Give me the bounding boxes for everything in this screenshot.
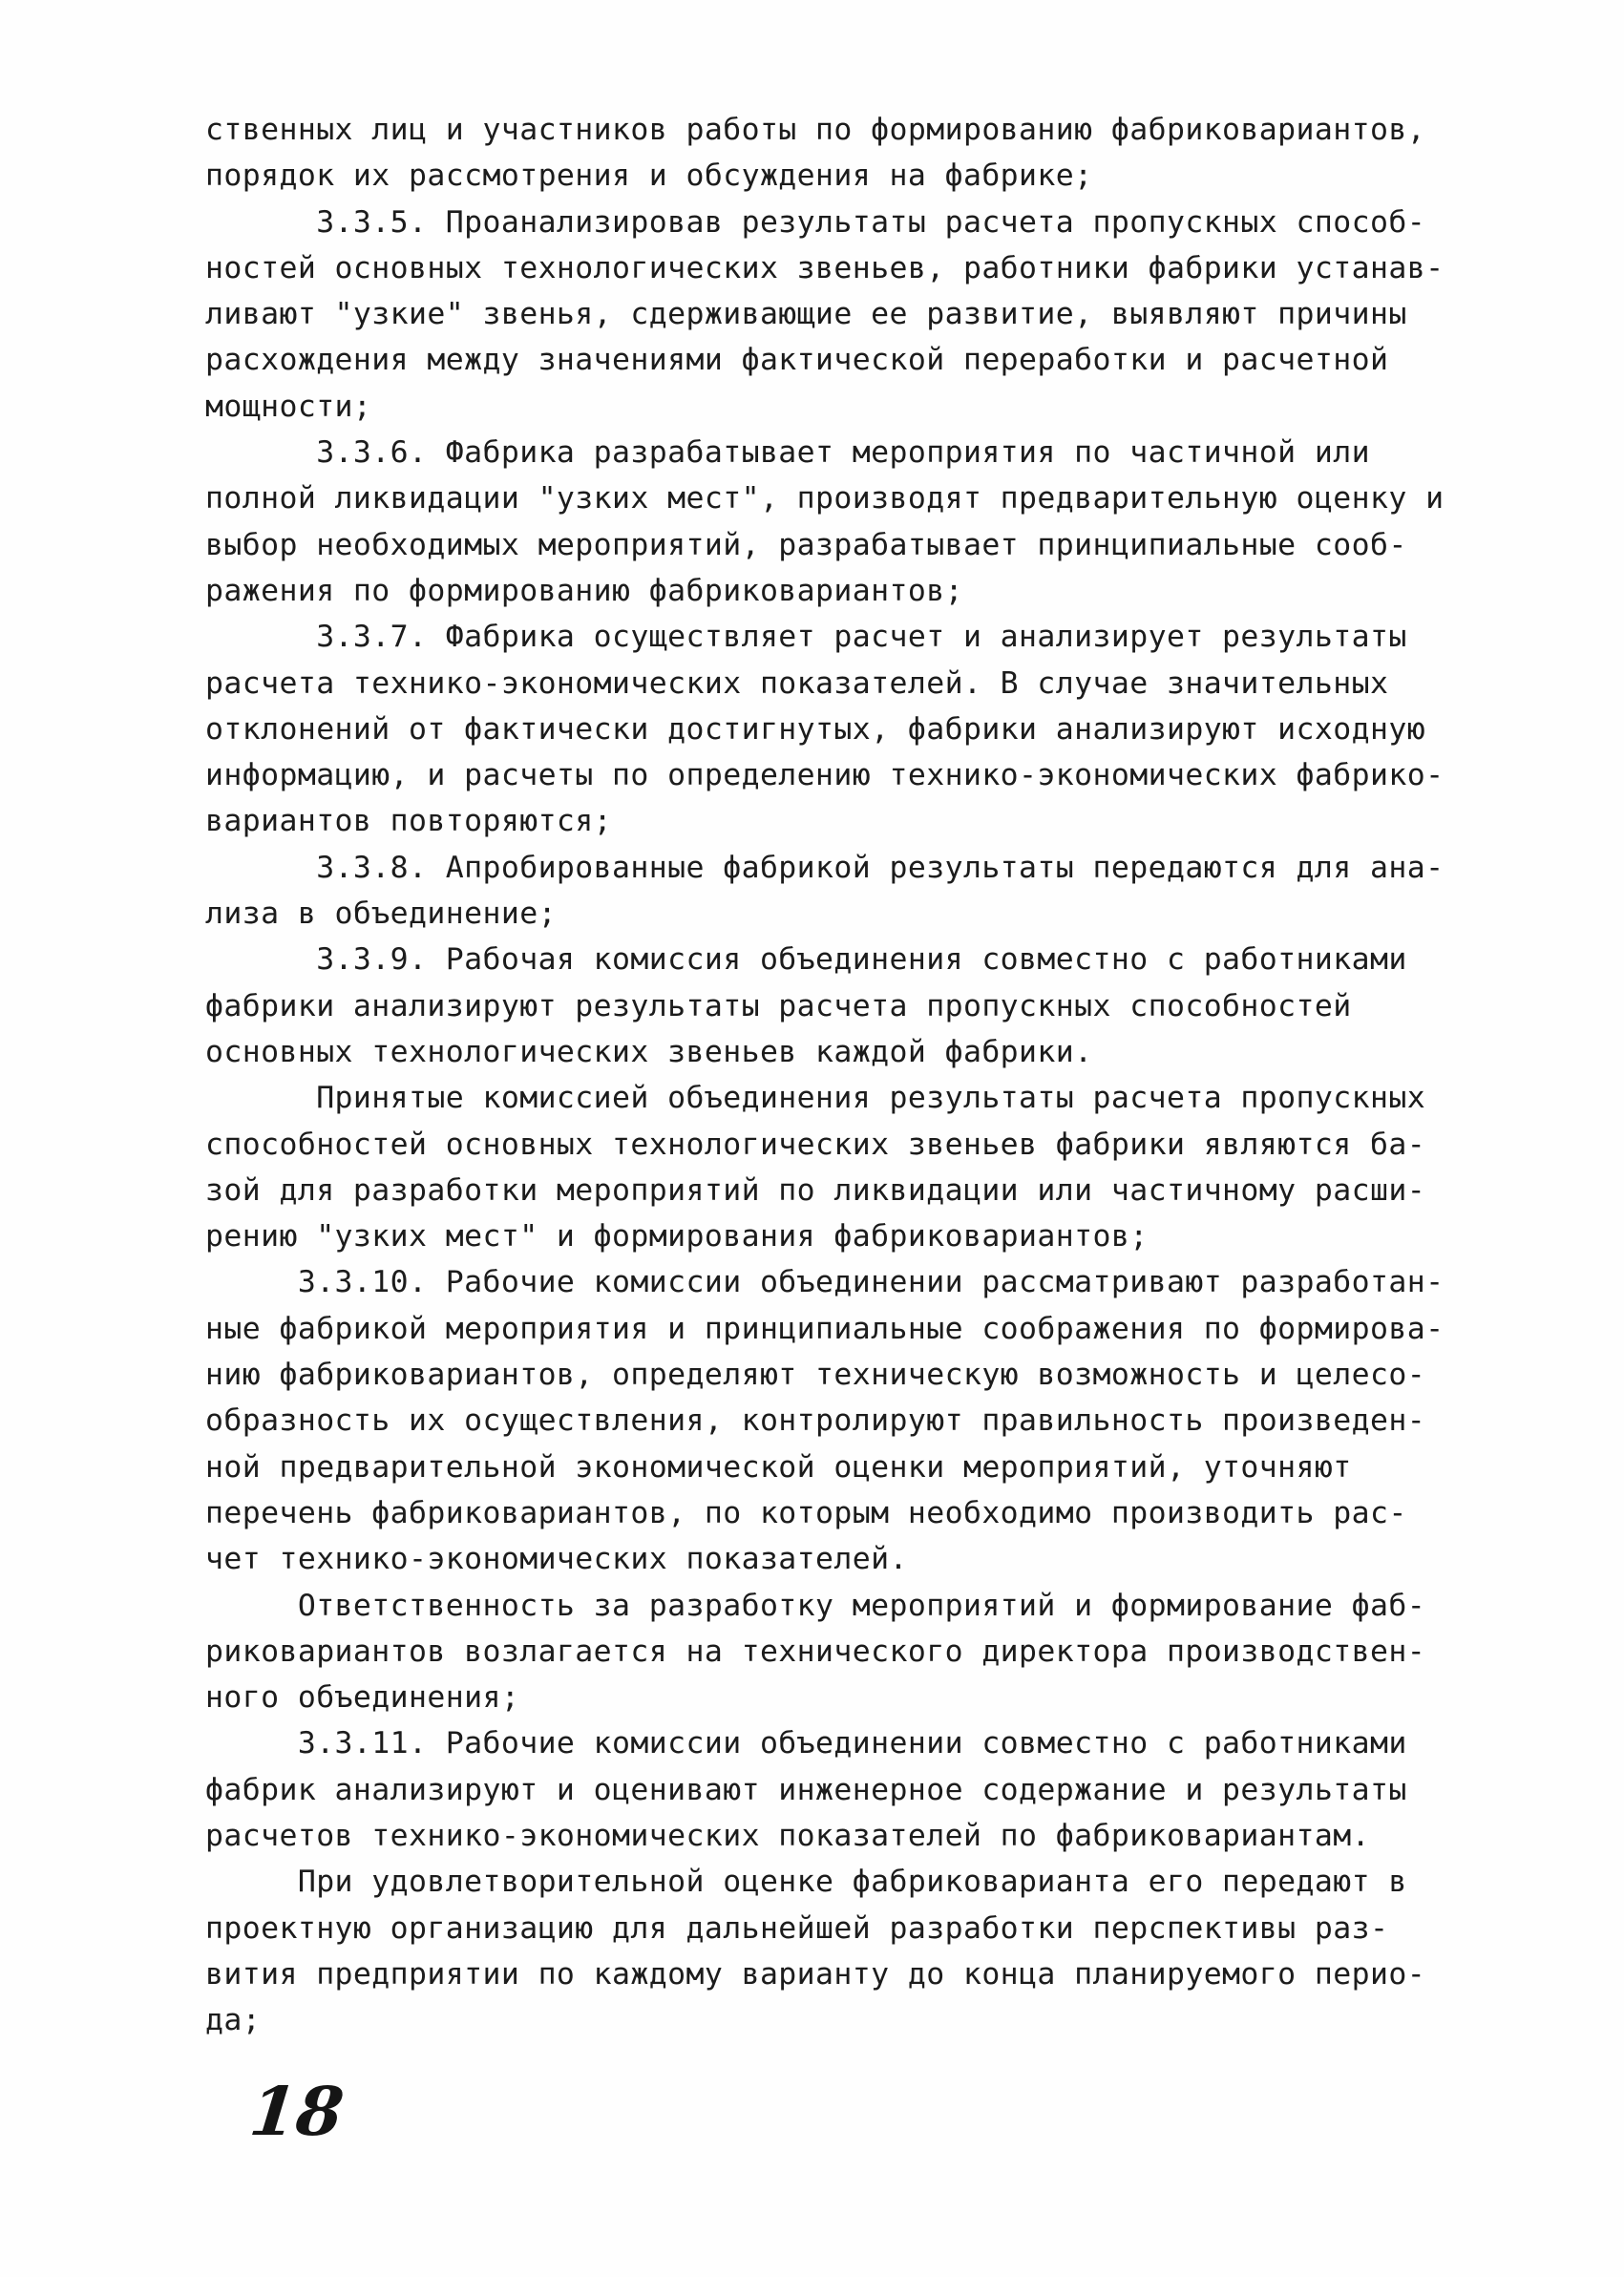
- text-line: расхождения между значениями фактической переработки и расчетной: [205, 343, 1389, 378]
- text-line: вития предприятии по каждому варианту до конца планируемого перио-: [205, 1956, 1426, 1992]
- text-line: Принятые комиссией объединения результаты расчета пропускных: [205, 1081, 1426, 1116]
- text-line: способностей основных технологических звеньев фабрики являются ба-: [205, 1127, 1426, 1162]
- text-line: 3.3.9. Рабочая комиссия объединения совместно с работниками: [205, 942, 1407, 978]
- text-line: расчета технико-экономических показателей. В случае значительных: [205, 665, 1389, 701]
- document-text: [205, 107, 1494, 2043]
- text-line: 3.3.5. Проанализировав результаты расчета пропускных способ-: [205, 204, 1426, 240]
- text-line: 3.3.6. Фабрика разрабатывает мероприятия по частичной или: [205, 435, 1370, 471]
- text-line: перечень фабриковариантов, по которым необходимо производить рас-: [205, 1495, 1407, 1530]
- text-line: зой для разработки мероприятий по ликвидации или частичному расши-: [205, 1172, 1426, 1208]
- text-line: 3.3.7. Фабрика осуществляет расчет и анализирует результаты: [205, 620, 1407, 655]
- text-line: основных технологических звеньев каждой фабрики.: [205, 1034, 1093, 1069]
- page-number: 18: [245, 2072, 348, 2151]
- text-line: Ответственность за разработку мероприятий и формирование фаб-: [205, 1588, 1426, 1623]
- text-line: 3.3.11. Рабочие комиссии объединении совместно с работниками: [205, 1726, 1407, 1761]
- text-line: ные фабрикой мероприятия и принципиальные соображения по формирова-: [205, 1311, 1445, 1346]
- text-line: да;: [205, 2003, 262, 2038]
- text-line: нию фабриковариантов, определяют техническую возможность и целесо-: [205, 1358, 1426, 1393]
- text-line: При удовлетворительной оценке фабриковарианта его передают в: [205, 1865, 1407, 1900]
- text-line: ного объединения;: [205, 1680, 520, 1716]
- text-line: образность их осуществления, контролируют правильность произведен-: [205, 1403, 1426, 1439]
- text-line: ливают "узкие" звенья, сдерживающие ее развитие, выявляют причины: [205, 297, 1407, 332]
- text-line: информацию, и расчеты по определению технико-экономических фабрико-: [205, 758, 1445, 793]
- text-line: порядок их рассмотрения и обсуждения на фабрике;: [205, 158, 1093, 194]
- text-line: риковариантов возлагается на технического директора производствен-: [205, 1634, 1426, 1669]
- text-line: мощности;: [205, 389, 372, 424]
- text-line: отклонений от фактически достигнутых, фабрики анализируют исходную: [205, 711, 1426, 747]
- text-line: 3.3.10. Рабочие комиссии объединении рассматривают разработан-: [205, 1265, 1445, 1300]
- text-line: фабрик анализируют и оценивают инженерное содержание и результаты: [205, 1772, 1407, 1807]
- text-line: ной предварительной экономической оценки мероприятий, уточняют: [205, 1449, 1352, 1485]
- text-line: вариантов повторяются;: [205, 804, 613, 839]
- text-line: полной ликвидации "узких мест", производят предварительную оценку и: [205, 481, 1445, 517]
- text-line: фабрики анализируют результаты расчета пропускных способностей: [205, 988, 1352, 1023]
- text-line: 3.3.8. Апробированные фабрикой результаты передаются для ана-: [205, 850, 1445, 885]
- text-line: рению "узких мест" и формирования фабриковариантов;: [205, 1219, 1149, 1254]
- text-line: проектную организацию для дальнейшей разработки перспективы раз-: [205, 1910, 1389, 1946]
- text-line: ственных лиц и участников работы по формированию фабриковариантов,: [205, 113, 1426, 147]
- text-line: расчетов технико-экономических показателей по фабриковариантам.: [205, 1818, 1370, 1853]
- text-line: ражения по формированию фабриковариантов;: [205, 573, 963, 608]
- text-line: ностей основных технологических звеньев, работники фабрики устанав-: [205, 250, 1445, 285]
- text-line: выбор необходимых мероприятий, разрабатывает принципиальные сооб-: [205, 527, 1407, 562]
- text-line: чет технико-экономических показателей.: [205, 1542, 908, 1577]
- text-line: лиза в объединение;: [205, 896, 557, 932]
